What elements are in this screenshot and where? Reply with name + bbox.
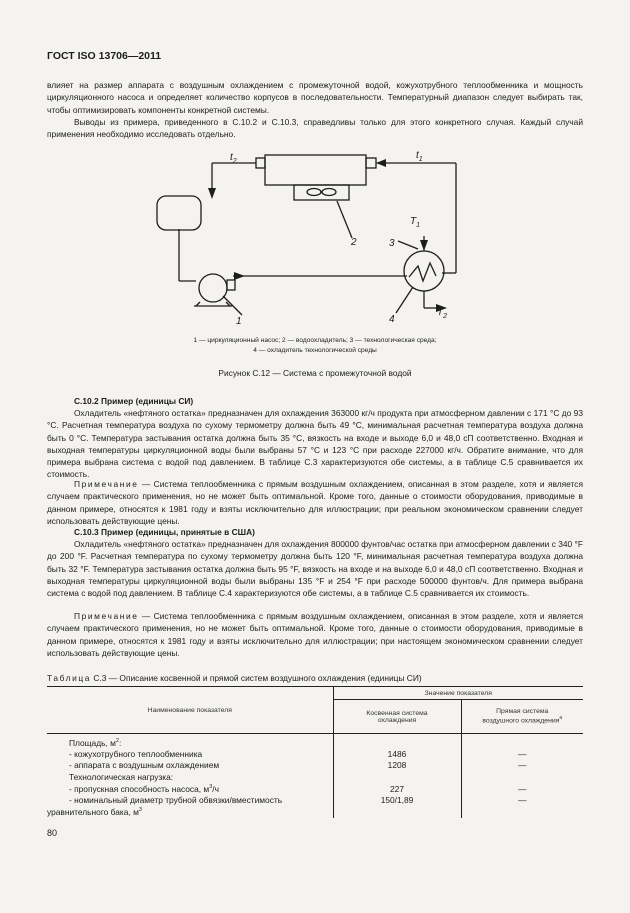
row-label: Площадь, $м^2$: (69, 738, 122, 748)
label-T2: $T_2$ (437, 307, 448, 320)
label-t2: $t_2$ (230, 152, 237, 165)
row-indirect-value: 1486 (333, 748, 461, 760)
row-indirect-value: 1208 (333, 760, 461, 772)
section-c102-body: Охладитель «нефтяного остатка» предназначен для охлаждения 363000 кг/ч продукта при атмосферном давлении с 171 °С до 93 °С. Расчетная температура воздуха по сухому термометру должна быть 49 °С, минимальная расчетная температура воздуха должна быть 0 °С. Температура застывания остатка должна быть 35 °С, вязкость на входе и выходе 6,0 и 48,0 сП соответственно. Входная и выходная температуры циркуляционной воды были выбраны 57 °С и 123 °С при расходе 227000 кг/ч. Обратите внимание, что для примера выбрана система с водой под давлением. В таблице С.3 характеризуются обе системы, а в таблице С.5 сравнивается их стоимость. (47, 408, 583, 480)
row-direct-value: — (461, 760, 583, 772)
label-4: 4 (389, 314, 395, 325)
table-caption: Таблица С.3 — Описание косвенной и прямой систем воздушного охлаждения (единицы СИ) (47, 673, 422, 683)
document-header: ГОСТ ISO 13706—2011 (47, 50, 162, 62)
col-header-direct: Прямая система воздушного охлаждения$^а$ (461, 700, 583, 734)
col-header-name: Наименование показателя (147, 706, 232, 714)
section-c103-heading: С.10.3 Пример (единицы, принятые в США) (74, 527, 255, 537)
section-c102-note: Примечание — Система теплообменника с прямым воздушным охлаждением, описанная в этом разделе, хотя и является случаем практического применения, но не может быть оптимальной. Кроме того, данные о стоимости оборудования, приводимые в данном примере, относятся к 1981 году и взяты исключительно для иллюстрации; при реальном экономическом сравнении следует использовать действующие цены. (47, 479, 583, 526)
table-row (47, 783, 583, 795)
table-row (47, 734, 583, 749)
row-indirect-value (333, 771, 461, 783)
label-2: 2 (351, 237, 357, 248)
table-row (47, 748, 583, 760)
label-3: 3 (389, 238, 395, 249)
intro-paragraph-1: влияет на размер аппарата с воздушным охлаждением с промежуточной водой, кожухотрубного теплообменника и мощность циркуляционного насоса и определяет количество корпусов в последовательности. Температурный диапазон следует выбирать так, чтобы оптимизировать компоненты конкретной системы. (47, 80, 583, 115)
row-label: - пропускная способность насоса, $м^3/ч$ (69, 783, 219, 794)
row-indirect-value (333, 734, 461, 749)
table-row (47, 760, 583, 772)
row-label: - аппарата с воздушным охлаждением (69, 760, 220, 771)
row-indirect-value: 227 (333, 783, 461, 795)
section-c103-note: Примечание — Система теплообменника с прямым воздушным охлаждением, описанная в этом разделе, хотя и является случаем практического применения, но не может быть оптимальной. Кроме того, данные о стоимости оборудования, приводимые в данном примере, относятся к 1981 году и взяты исключительно для иллюстрации; при настоящем экономическом сравнении следует использовать действующие цены. (47, 611, 583, 658)
table-row (47, 794, 583, 806)
row-direct-value: — (461, 794, 583, 806)
col-header-value: Значение показателя (333, 687, 583, 700)
table-row (47, 806, 583, 818)
row-direct-value: — (461, 783, 583, 795)
section-c102-heading: С.10.2 Пример (единицы СИ) (74, 396, 194, 406)
col-header-indirect: Косвенная система охлаждения (333, 700, 461, 734)
page-number: 80 (47, 828, 58, 838)
label-T1: $T_1$ (410, 216, 421, 229)
row-label: Технологическая нагрузка: (69, 771, 174, 782)
row-indirect-value: 150/1,89 (333, 794, 461, 806)
section-c103-body: Охладитель «нефтяного остатка» предназначен для охлаждения 800000 фунтов/час остатка при атмосферном давлении с 340 °F до 200 °F. Расчетная температура по сухому термометру должна быть 120 °F, минимальная расчетная температура воздуха должна быть 32 °F. Температура застывания остатка должна быть 95 °F, вязкость на входе и на выходе 6,0 и 48,0 сП соответственно. Входная и выходная температуры циркуляционной воды были выбраны 135 °F и 254 °F при расходе 500000 фунтов/ч. Для примера выбрана система с водой под давлением. В таблице С.4 характеризуются обе системы, а в таблице С.5 сравнивается их стоимость. (47, 539, 583, 599)
row-label: уравнительного бака, $м^3$ (47, 806, 142, 817)
label-1: 1 (236, 316, 242, 327)
intro-paragraph-2: Выводы из примера, приведенного в С.10.2 и С.10.3, справедливы только для этого конкретного случая. Каждый случай применения необходимо исследовать отдельно. (47, 117, 583, 140)
table-row (47, 771, 583, 783)
label-t1: $t_1$ (416, 150, 423, 163)
row-direct-value (461, 806, 583, 818)
row-indirect-value (333, 806, 461, 818)
figure-caption: Рисунок С.12 — Система с промежуточной водой (218, 368, 412, 378)
row-label: - номинальный диаметр трубной обвязки/вместимость (69, 795, 283, 806)
row-direct-value (461, 771, 583, 783)
row-direct-value: — (461, 748, 583, 760)
row-label: - кожухотрубного теплообменника (69, 748, 203, 759)
figure-legend: 1 — циркуляционный насос; 2 — водоохладитель; 3 — технологическая среда; 4 — охладитель технологической среды (193, 337, 437, 354)
row-direct-value (461, 734, 583, 749)
table-c3 (47, 686, 583, 818)
